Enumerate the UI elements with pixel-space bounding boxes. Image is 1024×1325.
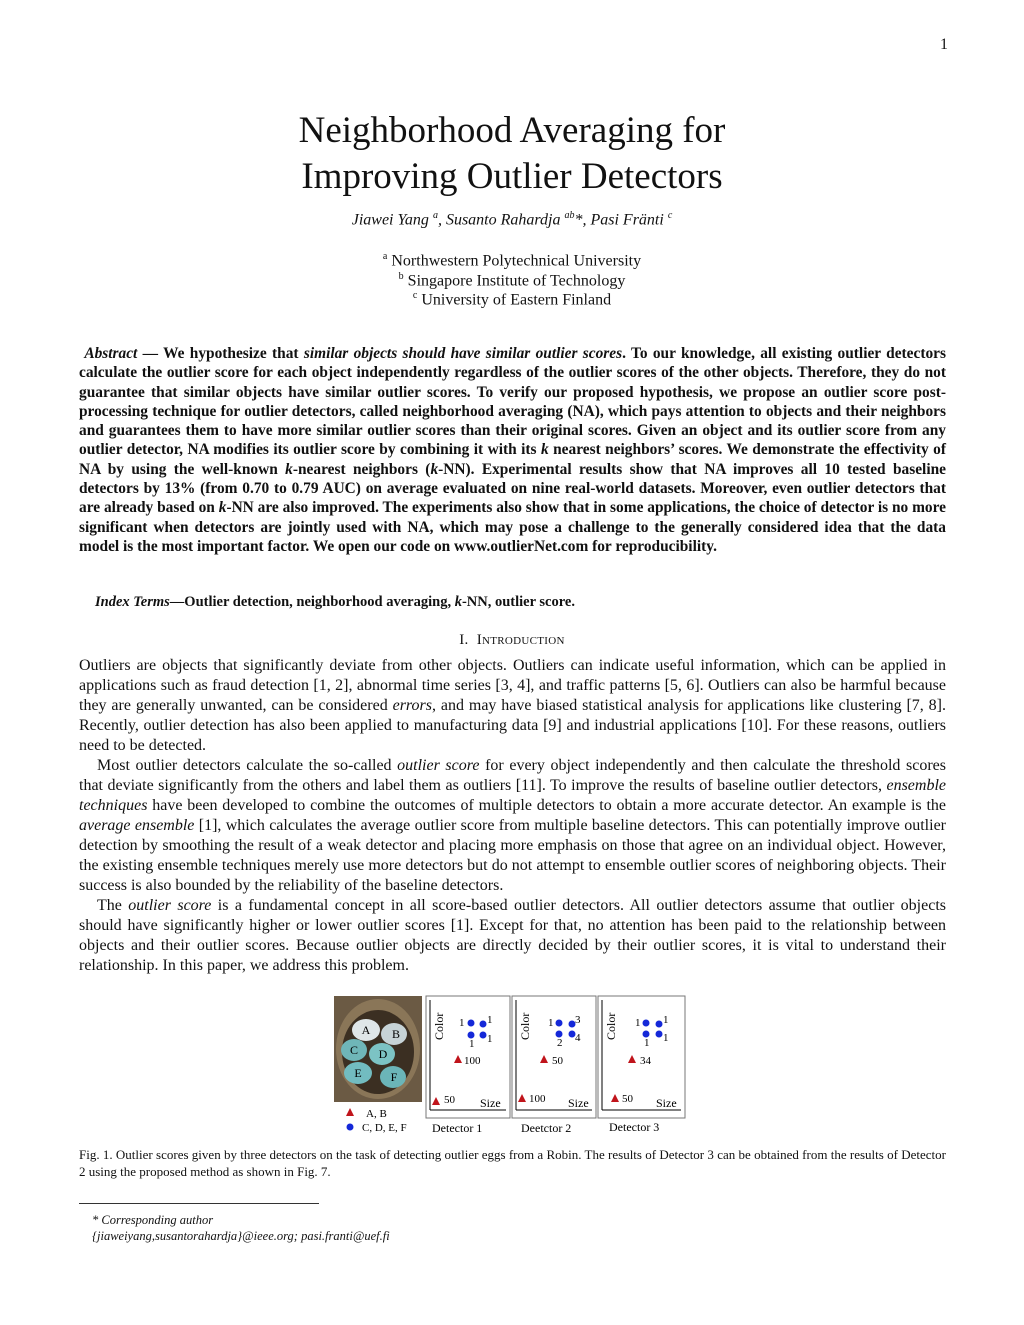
author-2: Susanto Rahardja <box>445 211 561 229</box>
introduction-body <box>79 656 946 976</box>
affiliation-name: University of Eastern Finland <box>421 291 612 309</box>
score-label: 1 <box>469 1038 475 1050</box>
text: have been developed to combine the outcomes of multiple detectors to obtain a more accurate detector. An example is the <box>147 797 946 814</box>
section-title: Introduction <box>476 632 565 648</box>
footnote-line-1: * Corresponding author <box>92 1213 214 1227</box>
score-label: 4 <box>575 1032 581 1044</box>
section-numeral: I. <box>459 632 469 648</box>
abstract-k: k <box>218 499 227 517</box>
score-label: 1 <box>663 1014 669 1026</box>
index-terms-dash: — <box>169 594 185 610</box>
triangle-point <box>454 1055 462 1063</box>
figure-caption: Fig. 1. Outlier scores given by three detectors on the task of detecting outlier eggs from a Robin. The results of Detector 3 can be obtained from the results of Detector 2 using the proposed method as shown in Fig. 7. <box>79 1147 946 1179</box>
nest-photo <box>334 996 422 1102</box>
triangle-point <box>518 1094 526 1102</box>
score-label: 1 <box>663 1032 669 1044</box>
detector-panel-1 <box>426 996 510 1135</box>
egg-label: E <box>354 1066 362 1080</box>
circle-point <box>480 1021 487 1028</box>
circle-point <box>480 1032 487 1039</box>
affiliation-sup: c <box>412 290 418 301</box>
axis-x-label: Size <box>568 1096 589 1110</box>
author-3-affil: c <box>667 210 673 221</box>
index-terms-k: k <box>454 594 462 610</box>
paragraph <box>79 656 946 756</box>
abstract-text: -nearest neighbors ( <box>292 460 431 478</box>
text: Most outlier detectors calculate the so-called <box>97 757 398 774</box>
axis-y-label: Color <box>518 1012 532 1040</box>
score-label: 1 <box>644 1037 650 1049</box>
circle-point <box>643 1020 650 1027</box>
abstract-k: k <box>430 460 439 478</box>
legend-circle-icon <box>347 1124 354 1131</box>
emphasis: outlier score <box>397 757 480 774</box>
triangle-point <box>540 1055 548 1063</box>
axis-x-label: Size <box>656 1096 677 1110</box>
affiliation-sup: b <box>398 271 404 282</box>
text: [1], which calculates the average outlier score from multiple baseline detectors. This can potentially improve outlier detection by smoothing the result of a weak detector and placing more emphasis on those that agree on an individual object. However, the existing ensemble techniques merely use more detectors but do not attempt to ensemble outlier scores of neighboring objects. Their success is also bounded by the reliability of the baseline detectors. <box>79 817 947 894</box>
author-3: Pasi Fränti <box>590 211 664 229</box>
legend-triangle-icon <box>346 1108 354 1116</box>
score-label: 50 <box>552 1055 563 1067</box>
index-terms-label: Index Terms <box>95 594 170 610</box>
abstract-text: -NN). Experimental results show that NA improves all 10 tested baseline detectors by 13% (from 0.70 to 0.79 AUC) on average evaluated on nine real-world datasets. Moreover, even outlier detectors that are already based on <box>79 460 946 517</box>
emphasis: average ensemble <box>79 817 195 834</box>
text: The <box>97 897 129 914</box>
egg-label: B <box>391 1027 401 1041</box>
circle-point <box>468 1020 475 1027</box>
affiliation-c <box>0 290 1024 309</box>
affiliation-a <box>0 251 1024 270</box>
axis-y-label: Color <box>604 1012 618 1040</box>
abstract-dash: — <box>137 345 164 362</box>
index-terms <box>95 594 575 611</box>
affiliation-b <box>0 271 1024 290</box>
circle-point <box>656 1021 663 1028</box>
egg-label: C <box>349 1043 359 1057</box>
abstract-text: We hypothesize that <box>163 345 304 362</box>
author-1-affil: a <box>432 210 438 221</box>
author-2-affil: ab <box>564 210 575 221</box>
abstract-text: nearest neighbors’ scores. We demonstrate the effectivity of NA by using the well-known <box>79 441 946 478</box>
footnote <box>92 1212 390 1244</box>
corresponding-mark: * <box>574 211 583 229</box>
index-terms-text: Outlier detection, neighborhood averaging, <box>184 594 455 610</box>
abstract-k: k <box>285 460 293 478</box>
paragraph <box>79 896 946 976</box>
paragraph <box>79 756 946 896</box>
legend-triangle-label: A, B <box>366 1108 387 1120</box>
abstract-k: k <box>540 441 549 459</box>
score-label: 50 <box>444 1094 455 1106</box>
panel-label: Detector 1 <box>432 1121 483 1135</box>
affiliation-name: Singapore Institute of Technology <box>407 272 626 290</box>
triangle-point <box>432 1097 440 1105</box>
legend-circle-label: C, D, E, F <box>362 1122 407 1134</box>
abstract <box>79 344 946 556</box>
score-label: 1 <box>487 1033 493 1045</box>
axis-y-label: Color <box>432 1012 446 1040</box>
axis-x-label: Size <box>480 1096 501 1110</box>
circle-point <box>556 1020 563 1027</box>
text: is a fundamental concept in all score-based outlier detectors. All outlier detectors assume that outlier objects should have significantly higher or lower outlier scores [1]. Except for that, no attention has been paid to the relationship between objects and their outlier scores. Because outlier objects are directly decided by their outlier scores, it is vital to understand their relationship. In this paper, we address this problem. <box>79 897 946 974</box>
section-heading <box>0 632 1024 649</box>
emphasis: ensemble techniques <box>79 777 946 814</box>
footnote-line-2: {jiaweiyang,susantorahardja}@ieee.org; pasi.franti@uef.fi <box>92 1229 390 1243</box>
abstract-label: Abstract <box>84 345 138 362</box>
title-line-2: Improving Outlier Detectors <box>301 156 723 197</box>
detector-panel-3 <box>598 996 685 1134</box>
footnote-divider <box>79 1203 319 1204</box>
egg-label: F <box>390 1070 398 1084</box>
score-label: 1 <box>487 1014 493 1026</box>
panel-label: Deetctor 2 <box>521 1121 572 1135</box>
score-label: 1 <box>548 1017 554 1029</box>
score-label: 100 <box>464 1055 481 1067</box>
score-label: 34 <box>640 1055 651 1067</box>
panel-label: Detector 3 <box>609 1120 660 1134</box>
title-line-1: Neighborhood Averaging for <box>298 110 726 151</box>
score-label: 1 <box>635 1017 641 1029</box>
paper-title <box>0 108 1024 200</box>
egg-label: A <box>361 1023 371 1037</box>
index-terms-text: -NN, outlier score. <box>461 594 575 610</box>
score-label: 2 <box>557 1037 563 1049</box>
text: , and may have biased statistical analysis for applications like clustering [7, 8]. Recently, outlier detection has also been applied to manufacturing data [9] and industrial applications [10]. For these reasons, outliers need to be detected. <box>79 697 946 754</box>
abstract-hypothesis: similar objects should have similar outlier scores <box>303 345 623 362</box>
affiliation-sup: a <box>382 251 388 262</box>
circle-point <box>656 1031 663 1038</box>
score-label: 3 <box>575 1014 581 1026</box>
text: Outliers are objects that significantly deviate from other objects. Outliers can indicate useful information, which can be applied in applications such as fraud detection [1, 2], abnormal time series [3, 4], and traffic patterns [5, 6]. Outliers can also be harmful because they are generally unwanted, can be considered <box>79 657 946 714</box>
detector-panel-2 <box>512 996 596 1135</box>
figure-1 <box>330 990 700 1140</box>
author-1: Jiawei Yang <box>351 211 429 229</box>
affiliation-name: Northwestern Polytechnical University <box>391 252 642 270</box>
score-label: 1 <box>459 1017 465 1029</box>
egg-label: D <box>378 1047 388 1061</box>
score-label: 100 <box>529 1093 546 1105</box>
emphasis: outlier score <box>128 897 212 914</box>
abstract-text: -NN are also improved. The experiments also show that in some applications, the choice of detector is no more significant when detectors are jointly used with NA, which may pose a challenge to the generally considered idea that the data model is the most important factor. We open our code on www.outlierNet.com for reproducibility. <box>79 499 947 555</box>
score-label: 50 <box>622 1093 633 1105</box>
page-number: 1 <box>940 36 948 53</box>
author-list: Jiawei Yang $^a$, Susanto Rahardja $^{ab}$*, Pasi Fränti $^c$ <box>351 210 673 229</box>
triangle-point <box>611 1094 619 1102</box>
emphasis: errors <box>392 697 433 714</box>
abstract-text: . To our knowledge, all existing outlier detectors calculate the outlier score for each object independently regardless of the outlier scores of the other objects. Therefore, they do not guarantee that similar objects have similar outlier scores. To verify our proposed hypothesis, we propose an outlier score post-processing technique for outlier detectors, called neighborhood averaging (NA), which pays attention to objects and their neighbors and guarantees them to have more similar outlier scores than their original scores. Given an object and its outlier score from any outlier detector, NA modifies its outlier score by combining it with its <box>79 345 946 459</box>
triangle-point <box>628 1055 636 1063</box>
text: for every object independently and then calculate the threshold scores that deviate significantly from the others and label them as outliers [11]. To improve the results of baseline outlier detectors, <box>79 757 946 794</box>
